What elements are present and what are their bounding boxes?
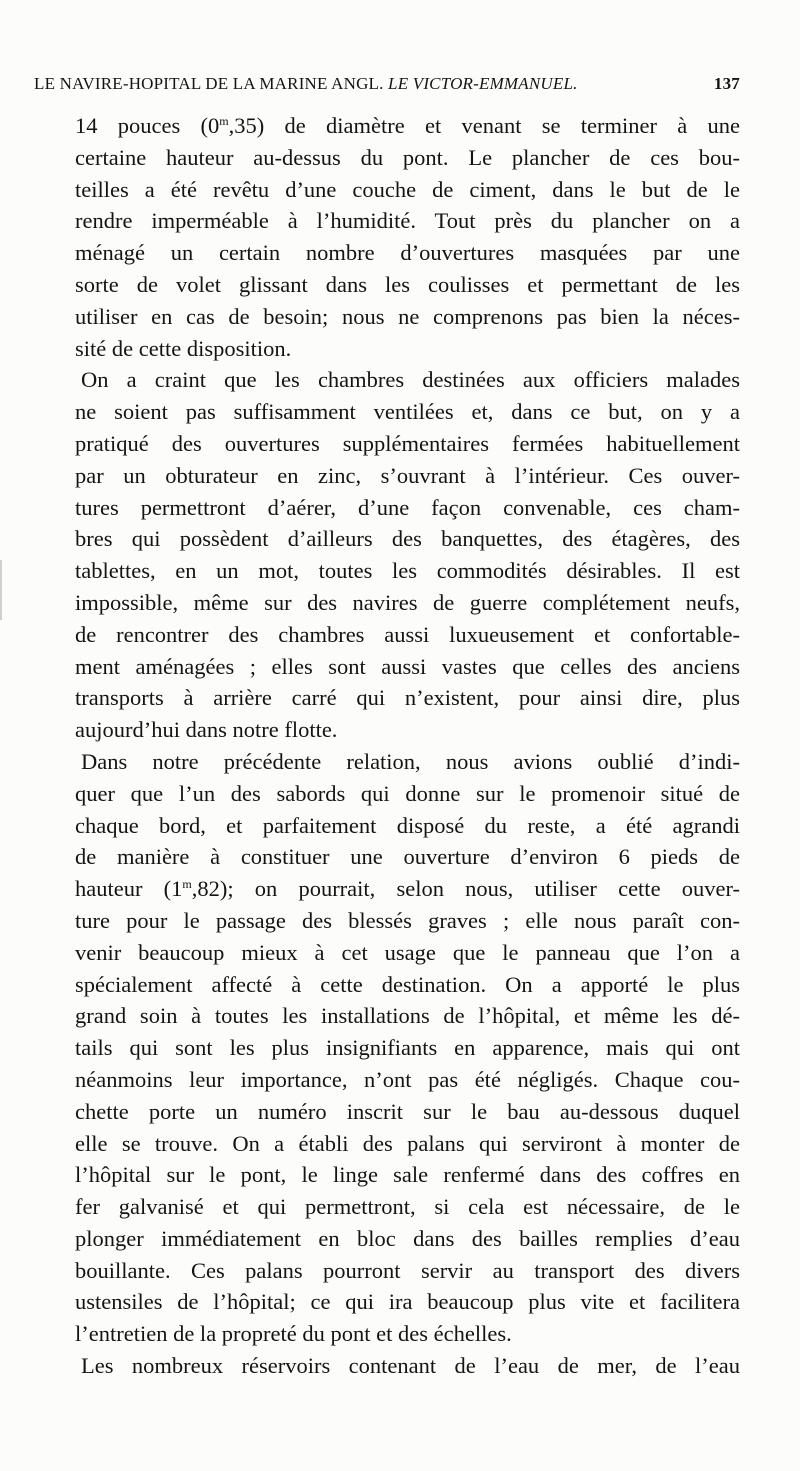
text-line: néanmoins leur importance, n’ont pas été négligés. Chaque cou- [75,1066,740,1092]
page-number: 137 [713,74,740,93]
margin-mark [0,560,2,620]
text-line: Dans notre précédente relation, nous avions oublié d’indi- [81,748,740,774]
text-line: fer galvanisé et qui permettront, si cela est nécessaire, de le [75,1194,740,1220]
text-line: grand soin à toutes les installations de l’hôpital, et même les dé- [75,1003,740,1029]
text-line: chette porte un numéro inscrit sur le bau au-dessous duquel [75,1098,740,1124]
text-line: par un obturateur en zinc, s’ouvrant à l’intérieur. Ces ouver- [75,462,740,488]
text-line: tures permettront d’aérer, d’une façon convenable, ces cham- [75,494,740,520]
text-line: ustensiles de l’hôpital; ce qui ira beaucoup plus vite et facilitera [75,1289,740,1315]
text-line: rendre imperméable à l’humidité. Tout près du plancher on a [75,208,740,234]
text-line: tails qui sont les plus insignifiants en apparence, mais qui ont [75,1035,740,1061]
text-line: plonger immédiatement en bloc dans des bailles remplies d’eau [75,1225,740,1251]
running-head [34,74,740,104]
text-line: sité de cette disposition. [75,335,292,361]
running-head-title: LE NAVIRE-HOPITAL DE LA MARINE ANGL. LE VICTOR-EMMANUEL. [34,74,578,93]
text-line: bres qui possèdent d’ailleurs des banquettes, des étagères, des [75,526,740,552]
text-line: de rencontrer des chambres aussi luxueusement et confortable- [75,621,740,647]
text-line: elle se trouve. On a établi des palans qui serviront à monter de [75,1130,740,1156]
text-line: pratiqué des ouvertures supplémentaires fermées habituellement [75,430,740,456]
body-text [75,110,740,1382]
text-line: venir beaucoup mieux à cet usage que le panneau que l’on a [75,939,740,965]
running-head-ship-name: LE VICTOR-EMMANUEL. [388,74,578,93]
text-line: teilles a été revêtu d’une couche de ciment, dans le but de le [75,176,740,202]
text-line: chaque bord, et parfaitement disposé du reste, a été agrandi [75,812,740,838]
text-line: ménagé un certain nombre d’ouvertures masquées par une [75,240,740,266]
text-line: hauteur (1$^m$,82); on pourrait, selon nous, utiliser cette ouver- [75,876,740,902]
text-line: ment aménagées ; elles sont aussi vastes que celles des anciens [75,653,740,679]
text-line: On a craint que les chambres destinées aux officiers malades [81,367,740,393]
text-line: spécialement affecté à cette destination. On a apporté le plus [75,971,740,997]
text-line: impossible, même sur des navires de guerre complétement neufs, [75,589,740,615]
text-line: l’entretien de la propreté du pont et des échelles. [75,1321,512,1347]
text-line: de manière à constituer une ouverture d’environ 6 pieds de [75,844,740,870]
text-line: ture pour le passage des blessés graves ; elle nous paraît con- [75,907,740,933]
text-line: aujourd’hui dans notre flotte. [75,717,338,743]
text-line: ne soient pas suffisamment ventilées et, dans ce but, on y a [75,399,740,425]
text-line: Les nombreux réservoirs contenant de l’eau de mer, de l’eau [81,1353,740,1379]
text-line: bouillante. Ces palans pourront servir au transport des divers [75,1257,740,1283]
text-line: certaine hauteur au-dessus du pont. Le plancher de ces bou- [75,144,740,170]
text-line: utiliser en cas de besoin; nous ne comprenons pas bien la néces- [75,303,740,329]
text-line: tablettes, en un mot, toutes les commodités désirables. Il est [75,558,740,584]
text-line: quer que l’un des sabords qui donne sur le promenoir situé de [75,780,740,806]
text-line: 14 pouces (0$^m$,35) de diamètre et venant se terminer à une [75,113,740,138]
text-line: sorte de volet glissant dans les coulisses et permettant de les [75,271,740,297]
text-line: l’hôpital sur le pont, le linge sale renfermé dans des coffres en [75,1162,740,1188]
text-line: transports à arrière carré qui n’existent, pour ainsi dire, plus [75,685,740,711]
